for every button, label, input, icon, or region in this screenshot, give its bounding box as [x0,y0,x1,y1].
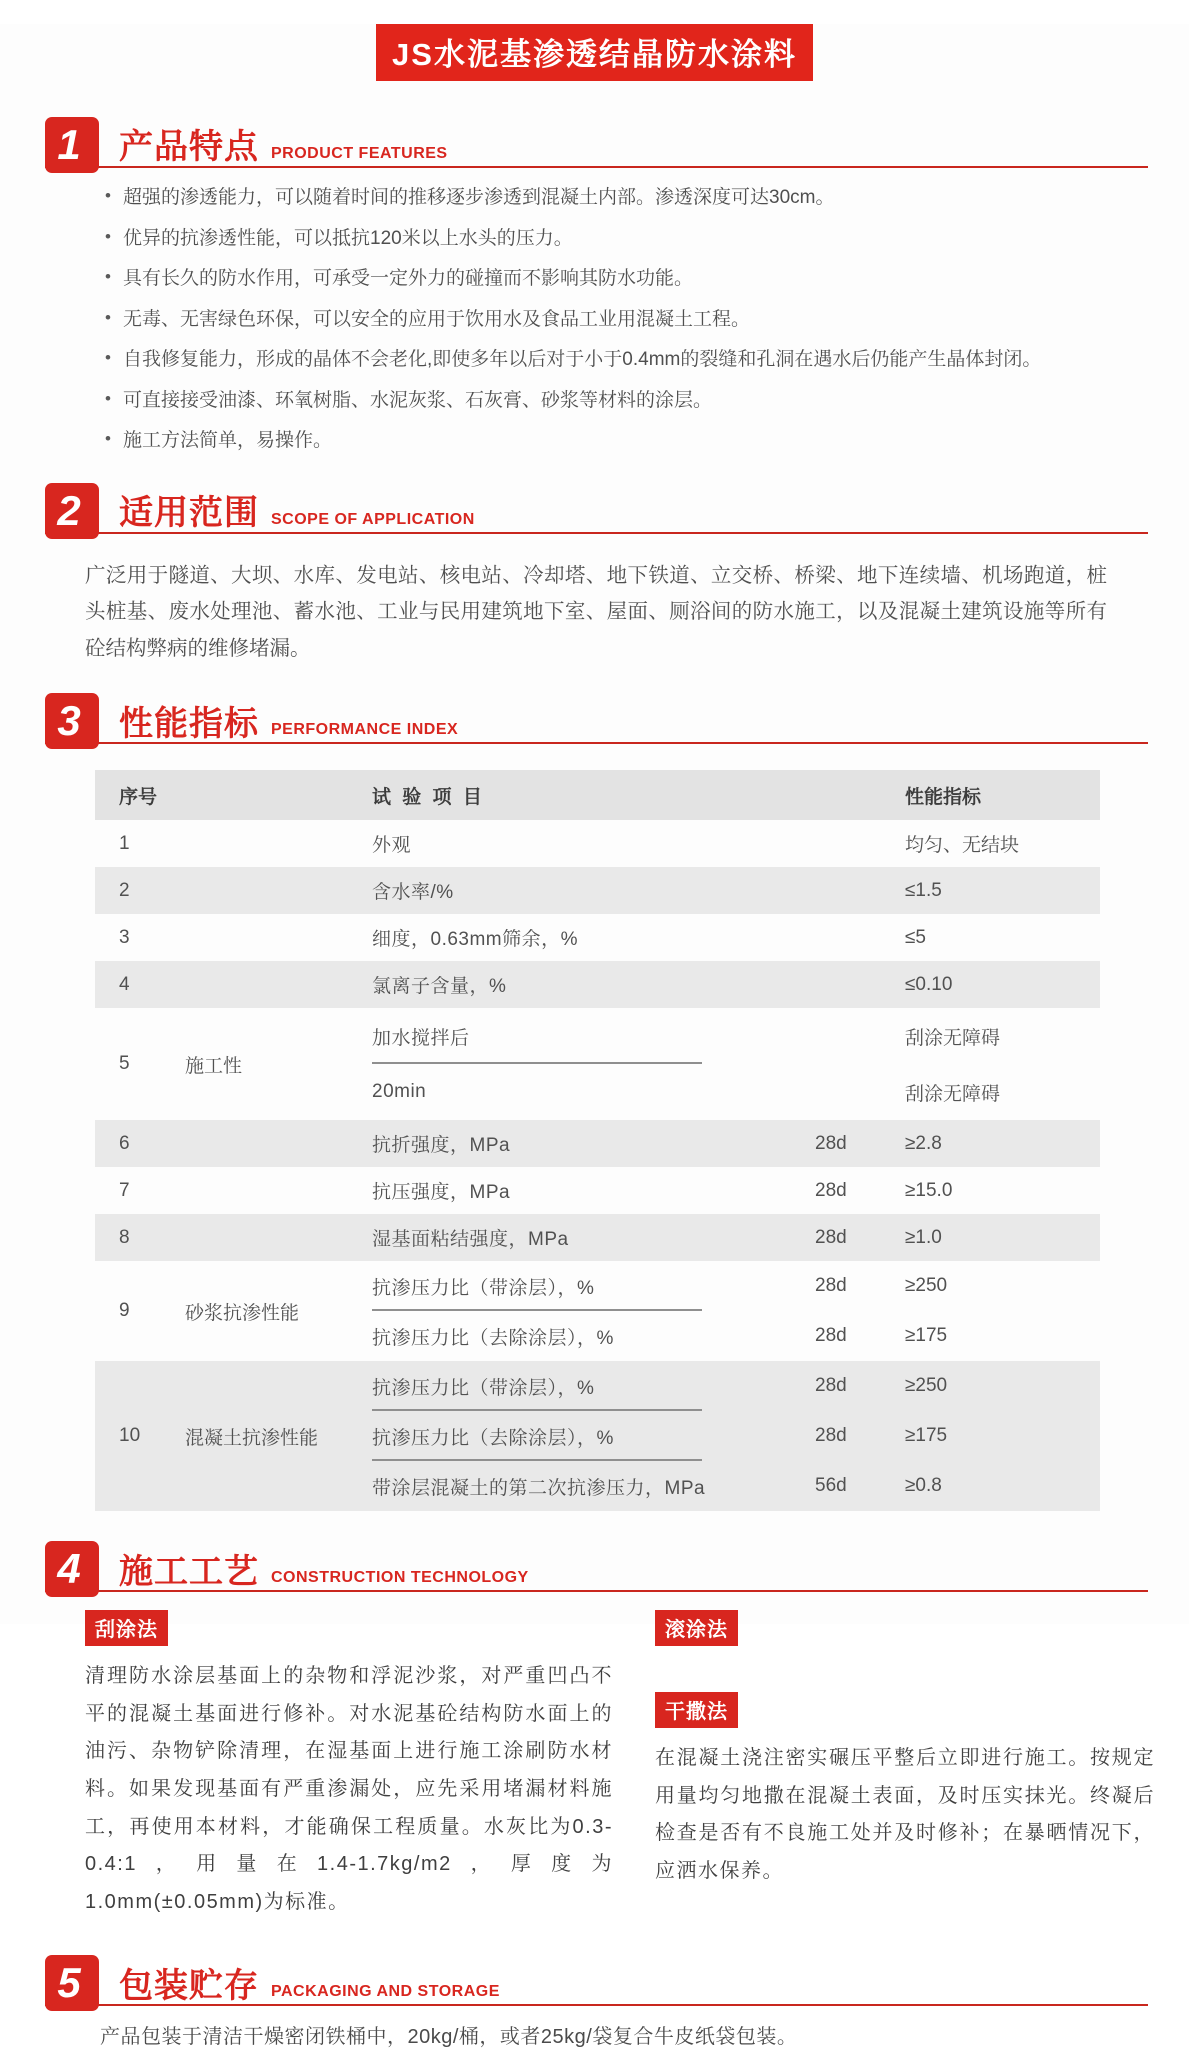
section-header-packaging [45,1955,1148,2006]
section-number-badge: 1 [45,117,99,173]
section-header-construction [45,1541,1148,1592]
section-title: 施工工艺 [119,1552,259,1591]
table-subrow: 抗渗压力比（带涂层），% 28d ≥250 [370,1361,1100,1411]
page-title: JS水泥基渗透结晶防水涂料 [376,24,813,81]
table-row: 3 细度，0.63mm筛余，% ≤5 [119,926,926,951]
construction-methods [85,1610,1155,1921]
feature-item: • 优异的抗渗透性能，可以抵抗120米以上水头的压力。 [105,225,1129,253]
table-header-row [95,770,1100,820]
performance-table [95,770,1100,1511]
table-subrow: 加水搅拌后 刮涂无障碍 [370,1008,1100,1064]
table-subrow: 抗渗压力比（带涂层），% 28d ≥250 [370,1261,1100,1311]
feature-item: • 自我修复能力，形成的晶体不会老化,即使多年以后对于小于0.4mm的裂缝和孔洞在遇水后仍能产生晶体封闭。 [105,346,1129,374]
method-text: 在混凝土浇注密实碾压平整后立即进行施工。按规定用量均匀地撒在混凝土表面，及时压实抹光。终凝后检查是否有不良施工处并及时修补；在暴晒情况下，应洒水保养。 [655,1747,1155,1883]
method-column-right [655,1610,1155,1921]
section-number-badge: 2 [45,483,99,539]
section-subtitle: SCOPE OF APPLICATION [271,510,475,528]
section-number-badge: 5 [45,1955,99,2011]
section-title: 性能指标 [119,704,259,743]
col-header-no: 序号 [119,786,158,808]
table-row: 1 外观 均匀、无结块 [119,832,1020,857]
table-row: 2 含水率/% ≤1.5 [95,867,1100,914]
section-title: 适用范围 [119,494,259,533]
document-page [0,24,1189,2049]
feature-item: • 具有长久的防水作用，可承受一定外力的碰撞而不影响其防水功能。 [105,265,1129,293]
table-row: 6 抗折强度，MPa 28d ≥2.8 [95,1120,1100,1167]
section-subtitle: PERFORMANCE INDEX [271,721,459,739]
table-row: 8 湿基面粘结强度，MPa 28d ≥1.0 [95,1214,1100,1261]
scope-text: 广泛用于隧道、大坝、水库、发电站、核电站、冷却塔、地下铁道、立交桥、桥梁、地下连续墙、机场跑道，桩头桩基、废水处理池、蓄水池、工业与民用建筑地下室、屋面、厕浴间的防水施工，以及混凝土建筑设施等所有砼结构弊病的维修堵漏。 [85,563,1107,660]
feature-item: • 可直接接受油漆、环氧树脂、水泥灰浆、石灰膏、砂浆等材料的涂层。 [105,387,1129,415]
section-title: 产品特点 [119,128,259,167]
section-number-badge: 3 [45,693,99,749]
method-badge: 滚涂法 [655,1610,738,1646]
section-number-badge: 4 [45,1541,99,1597]
method-text: 清理防水涂层基面上的杂物和浮泥沙浆，对严重凹凸不平的混凝土基面进行修补。对水泥基砼结构防水面上的油污、杂物铲除清理，在湿基面上进行施工涂刷防水材料。如果发现基面有严重渗漏处，应先采用堵漏材料施工，再使用本材料，才能确保工程质量。水灰比为0.3-0.4:1，用量在1.4-1.7kg/m2，厚度为1.0mm(±0.05mm)为标准。 [85,1665,613,1913]
table-row: 4 氯离子含量，% ≤0.10 [95,961,1100,1008]
section-header-scope [45,483,1148,534]
table-subrow: 带涂层混凝土的第二次抗渗压力，MPa 56d ≥0.8 [372,1475,942,1499]
feature-list [105,184,1129,455]
table-row-merged: 10 混凝土抗渗性能 抗渗压力比（带涂层），% 28d ≥250 抗渗压力比（去除涂层），% 28d ≥175 带涂层混凝土的第二次抗渗压力，MPa 56d ≥0.8 [95,1361,1100,1511]
table-subrow: 抗渗压力比（去除涂层），% 28d ≥175 [370,1411,1100,1461]
col-header-index: 性能指标 [905,786,982,808]
col-header-item: 试 验 项 目 [372,786,485,808]
feature-item: • 施工方法简单，易操作。 [105,427,1129,455]
table-row: 7 抗压强度，MPa 28d ≥15.0 [119,1179,953,1204]
method-badge: 刮涂法 [85,1610,168,1646]
feature-item: • 无毒、无害绿色环保，可以安全的应用于饮用水及食品工业用混凝土工程。 [105,306,1129,334]
table-subrow: 抗渗压力比（去除涂层），% 28d ≥175 [372,1325,948,1349]
feature-item: • 超强的渗透能力，可以随着时间的推移逐步渗透到混凝土内部。渗透深度可达30cm。 [105,184,1129,212]
table-subrow: 20min 刮涂无障碍 [372,1081,1001,1105]
section-subtitle: PRODUCT FEATURES [271,145,448,162]
section-subtitle: PACKAGING AND STORAGE [271,1983,500,2001]
table-row-merged: 9 砂浆抗渗性能 抗渗压力比（带涂层），% 28d ≥250 抗渗压力比（去除涂层），% 28d ≥175 [95,1261,1100,1361]
table-row-merged: 5 施工性 加水搅拌后 刮涂无障碍 20min 刮涂无障碍 [95,1008,1100,1120]
method-badge: 干撒法 [655,1692,738,1728]
packaging-text: 产品包装于清洁干燥密闭铁桶中，20kg/桶，或者25kg/袋复合牛皮纸袋包装。 [100,2026,798,2049]
section-header-performance [45,693,1148,744]
section-header-features [45,117,1148,168]
method-column-left [85,1610,613,1921]
section-subtitle: CONSTRUCTION TECHNOLOGY [271,1569,529,1587]
section-title: 包装贮存 [119,1966,259,2005]
